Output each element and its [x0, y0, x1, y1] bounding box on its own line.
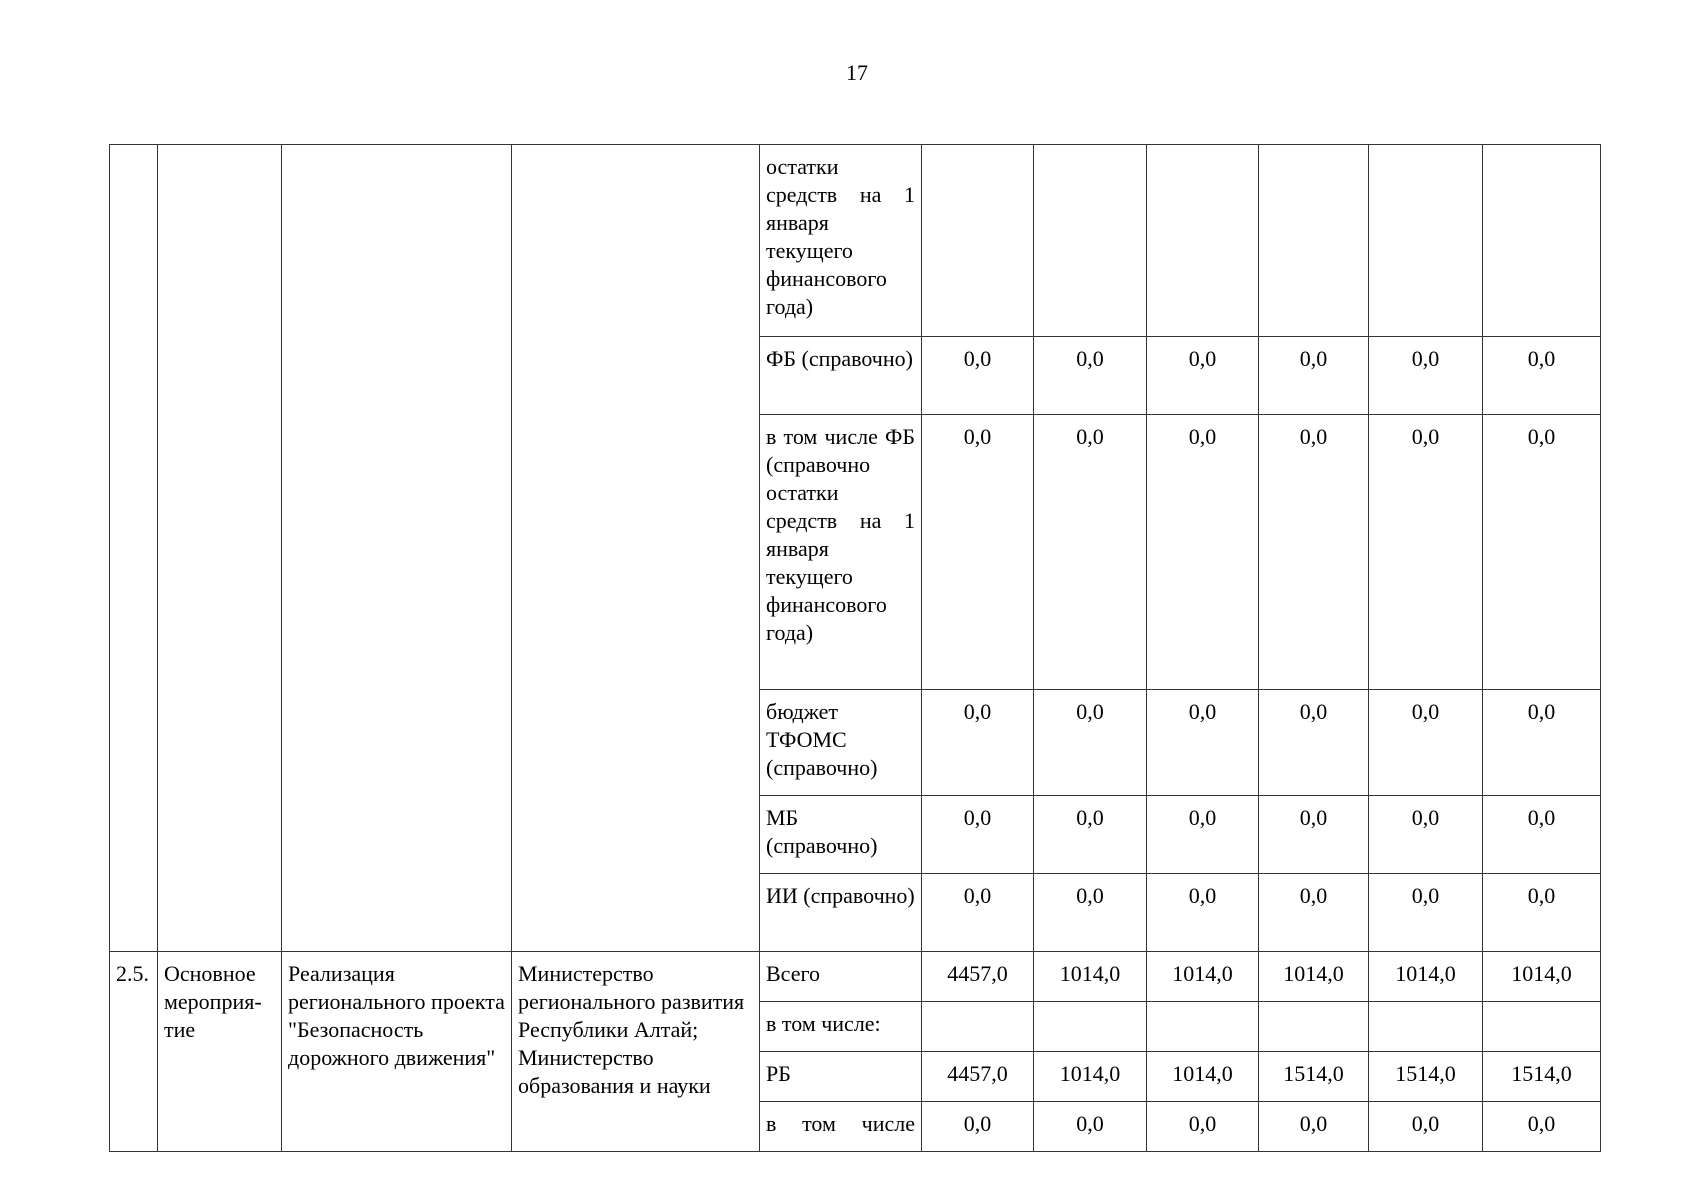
value-cell: 0,0 [1147, 796, 1259, 874]
value-cell: 0,0 [1483, 1102, 1601, 1152]
funding-source-cell: в том числе [760, 1102, 922, 1152]
value-cell: 1514,0 [1483, 1052, 1601, 1102]
item-executor-cell: Министерство регионального развития Республики Алтай; Министерство образования и науки [512, 952, 760, 1152]
value-cell [922, 145, 1034, 337]
value-cell: 0,0 [1259, 415, 1369, 690]
budget-table [109, 144, 1601, 1152]
value-cell [922, 1002, 1034, 1052]
value-cell: 0,0 [1259, 796, 1369, 874]
value-cell: 0,0 [1147, 874, 1259, 952]
value-cell: 0,0 [1034, 415, 1147, 690]
item-status-cell: Основное мероприя-тие [158, 952, 282, 1152]
funding-source-cell: ФБ (справочно) [760, 337, 922, 415]
funding-source-cell: МБ (справочно) [760, 796, 922, 874]
funding-source-cell: остатки средств на 1 января текущего финансового года) [760, 145, 922, 337]
value-cell: 1014,0 [1259, 952, 1369, 1002]
value-cell: 0,0 [1147, 337, 1259, 415]
value-cell: 1514,0 [1259, 1052, 1369, 1102]
item-number-cell: 2.5. [110, 952, 158, 1152]
value-cell: 1014,0 [1483, 952, 1601, 1002]
value-cell: 0,0 [1147, 1102, 1259, 1152]
value-cell: 0,0 [1483, 690, 1601, 796]
value-cell [1034, 145, 1147, 337]
value-cell: 0,0 [922, 415, 1034, 690]
funding-source-cell: в том числе: [760, 1002, 922, 1052]
value-cell: 0,0 [1369, 796, 1483, 874]
value-cell: 0,0 [1259, 1102, 1369, 1152]
value-cell [1259, 1002, 1369, 1052]
value-cell: 0,0 [922, 1102, 1034, 1152]
value-cell [1147, 145, 1259, 337]
value-cell [1483, 145, 1601, 337]
value-cell: 0,0 [1369, 1102, 1483, 1152]
value-cell: 1014,0 [1034, 952, 1147, 1002]
funding-source-cell: ИИ (справочно) [760, 874, 922, 952]
value-cell: 0,0 [1034, 874, 1147, 952]
value-cell: 0,0 [1147, 690, 1259, 796]
value-cell: 0,0 [922, 337, 1034, 415]
value-cell: 0,0 [1369, 337, 1483, 415]
funding-source-cell: Всего [760, 952, 922, 1002]
value-cell: 1514,0 [1369, 1052, 1483, 1102]
value-cell: 1014,0 [1147, 952, 1259, 1002]
value-cell: 0,0 [1259, 874, 1369, 952]
value-cell: 0,0 [1034, 796, 1147, 874]
value-cell: 0,0 [1483, 796, 1601, 874]
value-cell: 0,0 [922, 796, 1034, 874]
value-cell: 0,0 [1034, 1102, 1147, 1152]
value-cell: 0,0 [1259, 337, 1369, 415]
value-cell [1369, 145, 1483, 337]
funding-source-cell: бюджет ТФОМС (справочно) [760, 690, 922, 796]
value-cell: 0,0 [1483, 415, 1601, 690]
table-row [110, 145, 1601, 337]
value-cell: 4457,0 [922, 1052, 1034, 1102]
value-cell: 0,0 [1483, 337, 1601, 415]
value-cell: 0,0 [922, 690, 1034, 796]
value-cell: 1014,0 [1147, 1052, 1259, 1102]
number-cell-empty [110, 145, 158, 952]
executor-cell-empty [512, 145, 760, 952]
table-row [110, 952, 1601, 1002]
status-cell-empty [158, 145, 282, 952]
value-cell: 0,0 [1483, 874, 1601, 952]
value-cell [1147, 1002, 1259, 1052]
value-cell: 0,0 [1369, 690, 1483, 796]
value-cell: 0,0 [922, 874, 1034, 952]
value-cell [1369, 1002, 1483, 1052]
value-cell: 4457,0 [922, 952, 1034, 1002]
value-cell: 0,0 [1147, 415, 1259, 690]
value-cell: 0,0 [1369, 415, 1483, 690]
value-cell: 0,0 [1034, 337, 1147, 415]
value-cell [1034, 1002, 1147, 1052]
value-cell: 0,0 [1369, 874, 1483, 952]
item-name-cell: Реализация регионального проекта "Безопасность дорожного движения" [282, 952, 512, 1152]
value-cell: 1014,0 [1369, 952, 1483, 1002]
value-cell: 0,0 [1259, 690, 1369, 796]
funding-source-cell: РБ [760, 1052, 922, 1102]
value-cell: 0,0 [1034, 690, 1147, 796]
name-cell-empty [282, 145, 512, 952]
value-cell [1259, 145, 1369, 337]
page-number: 17 [846, 60, 868, 85]
value-cell: 1014,0 [1034, 1052, 1147, 1102]
funding-source-cell: в том числе ФБ (справочно остатки средств на 1 января текущего финансового года) [760, 415, 922, 690]
value-cell [1483, 1002, 1601, 1052]
